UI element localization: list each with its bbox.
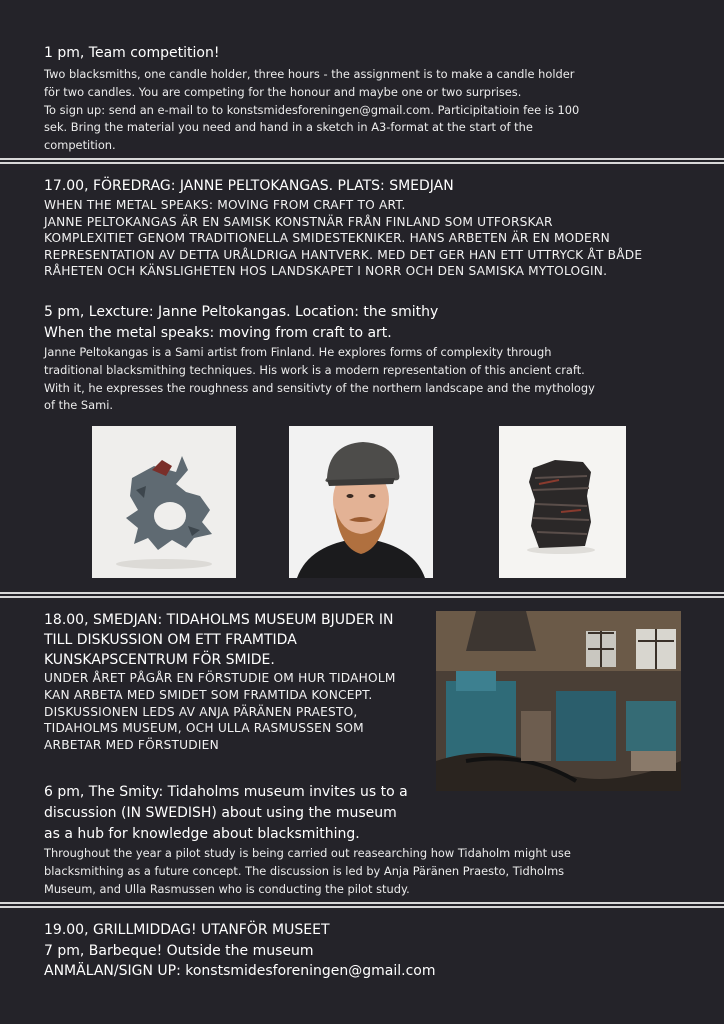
smithy-workshop-photo bbox=[436, 611, 681, 791]
discussion-title-en bbox=[44, 782, 694, 845]
dinner-signup: ANMÄLAN/SIGN UP: konstsmidesforeningen@gmail.com bbox=[44, 963, 436, 979]
text-line: för two candles. You are competing for the honour and maybe one or two surprises. bbox=[44, 84, 522, 99]
text-line: REPRESENTATION AV DETTA URÅLDRIGA HANTVERK. MED DET GER HAN ETT UTTRYCK ÅT BÅDE bbox=[44, 247, 643, 262]
lecture-subtitle-en: When the metal speaks: moving from craft to art. bbox=[44, 325, 392, 341]
lecture-section-sv bbox=[44, 177, 694, 280]
text-line: To sign up: send an e-mail to to konstsmidesforeningen@gmail.com. Participitatioin fee is 100 bbox=[44, 102, 580, 117]
lecture-section-en bbox=[44, 302, 694, 415]
text-line: KAN ARBETA MED SMIDET SOM FRAMTIDA KONCEPT. bbox=[44, 687, 373, 702]
lecture-text-sv bbox=[44, 197, 694, 280]
text-line: Museum, and Ulla Rasmussen who is conducting the pilot study. bbox=[44, 881, 410, 896]
text-line: RÅHETEN OCH KÄNSLIGHETEN HOS LANDSKAPET I NORR OCH DEN SAMISKA MYTOLOGIN. bbox=[44, 264, 608, 279]
section-divider bbox=[0, 902, 724, 908]
text-line: WHEN THE METAL SPEAKS: MOVING FROM CRAFT TO ART. bbox=[44, 198, 406, 212]
team-competition-title: 1 pm, Team competition! bbox=[44, 45, 220, 61]
text-line: UNDER ÅRET PÅGÅR EN FÖRSTUDIE OM HUR TIDAHOLM bbox=[44, 671, 396, 685]
text-line: DISKUSSIONEN LEDS AV ANJA PÄRÄNEN PRAESTO, bbox=[44, 704, 358, 719]
artist-portrait-photo bbox=[289, 426, 433, 578]
text-line: With it, he expresses the roughness and sensitivty of the northern landscape and the mythology bbox=[44, 380, 595, 395]
discussion-title-sv bbox=[44, 610, 434, 670]
lecture-text-en bbox=[44, 344, 694, 415]
title-line: 6 pm, The Smity: Tidaholms museum invites us to a bbox=[44, 784, 408, 800]
discussion-text-en bbox=[44, 845, 694, 898]
section-divider bbox=[0, 158, 724, 164]
dinner-section bbox=[44, 920, 694, 982]
text-line: Throughout the year a pilot study is being carried out reasearching how Tidaholm might use bbox=[44, 846, 571, 860]
text-line: traditional blacksmithing techniques. His work is a modern representation of this ancient craft. bbox=[44, 362, 585, 377]
text-line: sek. Bring the material you need and hand in a sketch in A3-format at the start of the bbox=[44, 120, 533, 135]
discussion-section-en bbox=[44, 782, 694, 898]
section-divider bbox=[0, 592, 724, 598]
lecture-title-sv: 17.00, FÖREDRAG: JANNE PELTOKANGAS. PLATS: SMEDJAN bbox=[44, 178, 454, 194]
team-competition-text bbox=[44, 66, 694, 155]
lecture-title-en: 5 pm, Lexcture: Janne Peltokangas. Location: the smithy bbox=[44, 304, 439, 320]
dinner-title-en: 7 pm, Barbeque! Outside the museum bbox=[44, 942, 314, 959]
text-line: Two blacksmiths, one candle holder, three hours - the assignment is to make a candle holder bbox=[44, 67, 575, 81]
title-line: discussion (IN SWEDISH) about using the museum bbox=[44, 805, 397, 821]
team-competition-section bbox=[44, 44, 694, 155]
sculpture-photo-1 bbox=[92, 426, 236, 578]
title-line: KUNSKAPSCENTRUM FÖR SMIDE. bbox=[44, 652, 275, 668]
text-line: ARBETAR MED FÖRSTUDIEN bbox=[44, 738, 219, 753]
title-line: 18.00, SMEDJAN: TIDAHOLMS MUSEUM BJUDER IN bbox=[44, 612, 394, 628]
sculpture-photo-2 bbox=[499, 426, 626, 578]
text-line: TIDAHOLMS MUSEUM, OCH ULLA RASMUSSEN SOM bbox=[44, 721, 364, 736]
text-line: KOMPLEXITIET GENOM TRADITIONELLA SMIDESTEKNIKER. HANS ARBETEN ÄR EN MODERN bbox=[44, 231, 610, 246]
text-line: JANNE PELTOKANGAS ÄR EN SAMISK KONSTNÄR FRÅN FINLAND SOM UTFORSKAR bbox=[44, 214, 553, 229]
text-line: of the Sami. bbox=[44, 398, 114, 413]
dinner-title-sv: 19.00, GRILLMIDDAG! UTANFÖR MUSEET bbox=[44, 922, 330, 938]
discussion-section-sv bbox=[44, 610, 434, 754]
text-line: competition. bbox=[44, 138, 116, 153]
text-line: Janne Peltokangas is a Sami artist from Finland. He explores forms of complexity through bbox=[44, 345, 552, 359]
title-line: TILL DISKUSSION OM ETT FRAMTIDA bbox=[44, 632, 297, 648]
text-line: blacksmithing as a future concept. The discussion is led by Anja Päränen Praesto, Tidholms bbox=[44, 863, 565, 878]
title-line: as a hub for knowledge about blacksmithing. bbox=[44, 826, 360, 842]
discussion-text-sv bbox=[44, 670, 434, 754]
